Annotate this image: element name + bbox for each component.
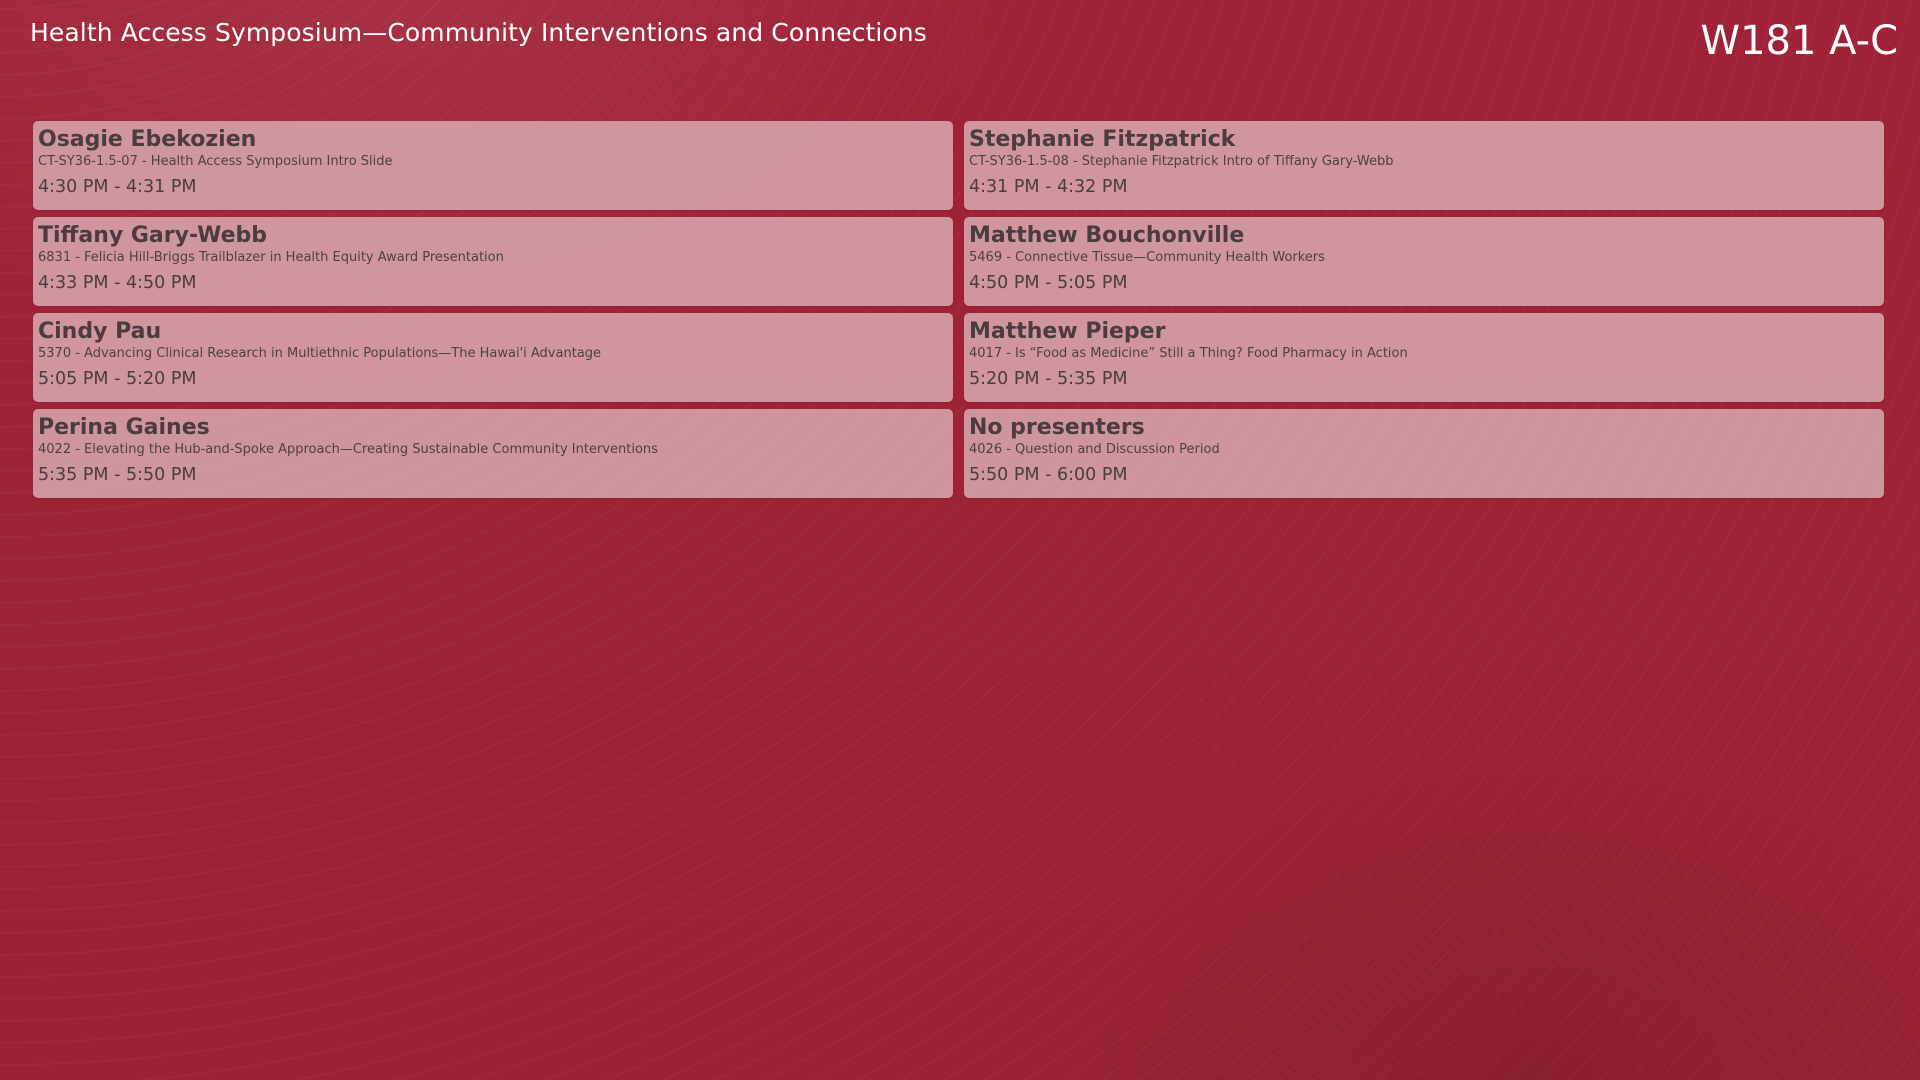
session-card — [33, 121, 953, 210]
session-time: 4:30 PM - 4:31 PM — [38, 177, 197, 197]
session-card — [964, 217, 1884, 306]
session-title: 4026 - Question and Discussion Period — [969, 442, 1220, 457]
session-card — [964, 313, 1884, 402]
session-time: 5:50 PM - 6:00 PM — [969, 465, 1128, 485]
presenter-name: Osagie Ebekozien — [38, 127, 257, 152]
presenter-name: Tiffany Gary-Webb — [38, 223, 268, 248]
session-title: 5469 - Connective Tissue—Community Health Workers — [969, 250, 1325, 265]
session-title: CT-SY36-1.5-07 - Health Access Symposium Intro Slide — [38, 154, 393, 169]
session-time: 5:05 PM - 5:20 PM — [38, 369, 197, 389]
session-title: 4017 - Is “Food as Medicine” Still a Thing? Food Pharmacy in Action — [969, 346, 1408, 361]
session-card — [33, 409, 953, 498]
presenter-name: Stephanie Fitzpatrick — [969, 127, 1236, 152]
session-time: 4:31 PM - 4:32 PM — [969, 177, 1128, 197]
session-card — [33, 313, 953, 402]
session-time: 4:50 PM - 5:05 PM — [969, 273, 1128, 293]
presenter-name: No presenters — [969, 415, 1145, 440]
session-time: 5:20 PM - 5:35 PM — [969, 369, 1128, 389]
room-name: W181 A-C — [1700, 18, 1898, 64]
session-title: CT-SY36-1.5-08 - Stephanie Fitzpatrick Intro of Tiffany Gary-Webb — [969, 154, 1394, 169]
session-title: 6831 - Felicia Hill-Briggs Trailblazer in Health Equity Award Presentation — [38, 250, 504, 265]
presenter-name: Perina Gaines — [38, 415, 210, 440]
presenter-name: Matthew Pieper — [969, 319, 1166, 344]
event-title: Health Access Symposium—Community Interventions and Connections — [30, 18, 927, 47]
presenter-name: Matthew Bouchonville — [969, 223, 1245, 248]
presenter-name: Cindy Pau — [38, 319, 162, 344]
session-card — [964, 409, 1884, 498]
session-title: 4022 - Elevating the Hub-and-Spoke Approach—Creating Sustainable Community Interventions — [38, 442, 658, 457]
session-grid — [33, 121, 1884, 498]
session-time: 4:33 PM - 4:50 PM — [38, 273, 197, 293]
session-title: 5370 - Advancing Clinical Research in Multiethnic Populations—The Hawai'i Advantage — [38, 346, 602, 361]
session-card — [33, 217, 953, 306]
session-card — [964, 121, 1884, 210]
session-time: 5:35 PM - 5:50 PM — [38, 465, 197, 485]
